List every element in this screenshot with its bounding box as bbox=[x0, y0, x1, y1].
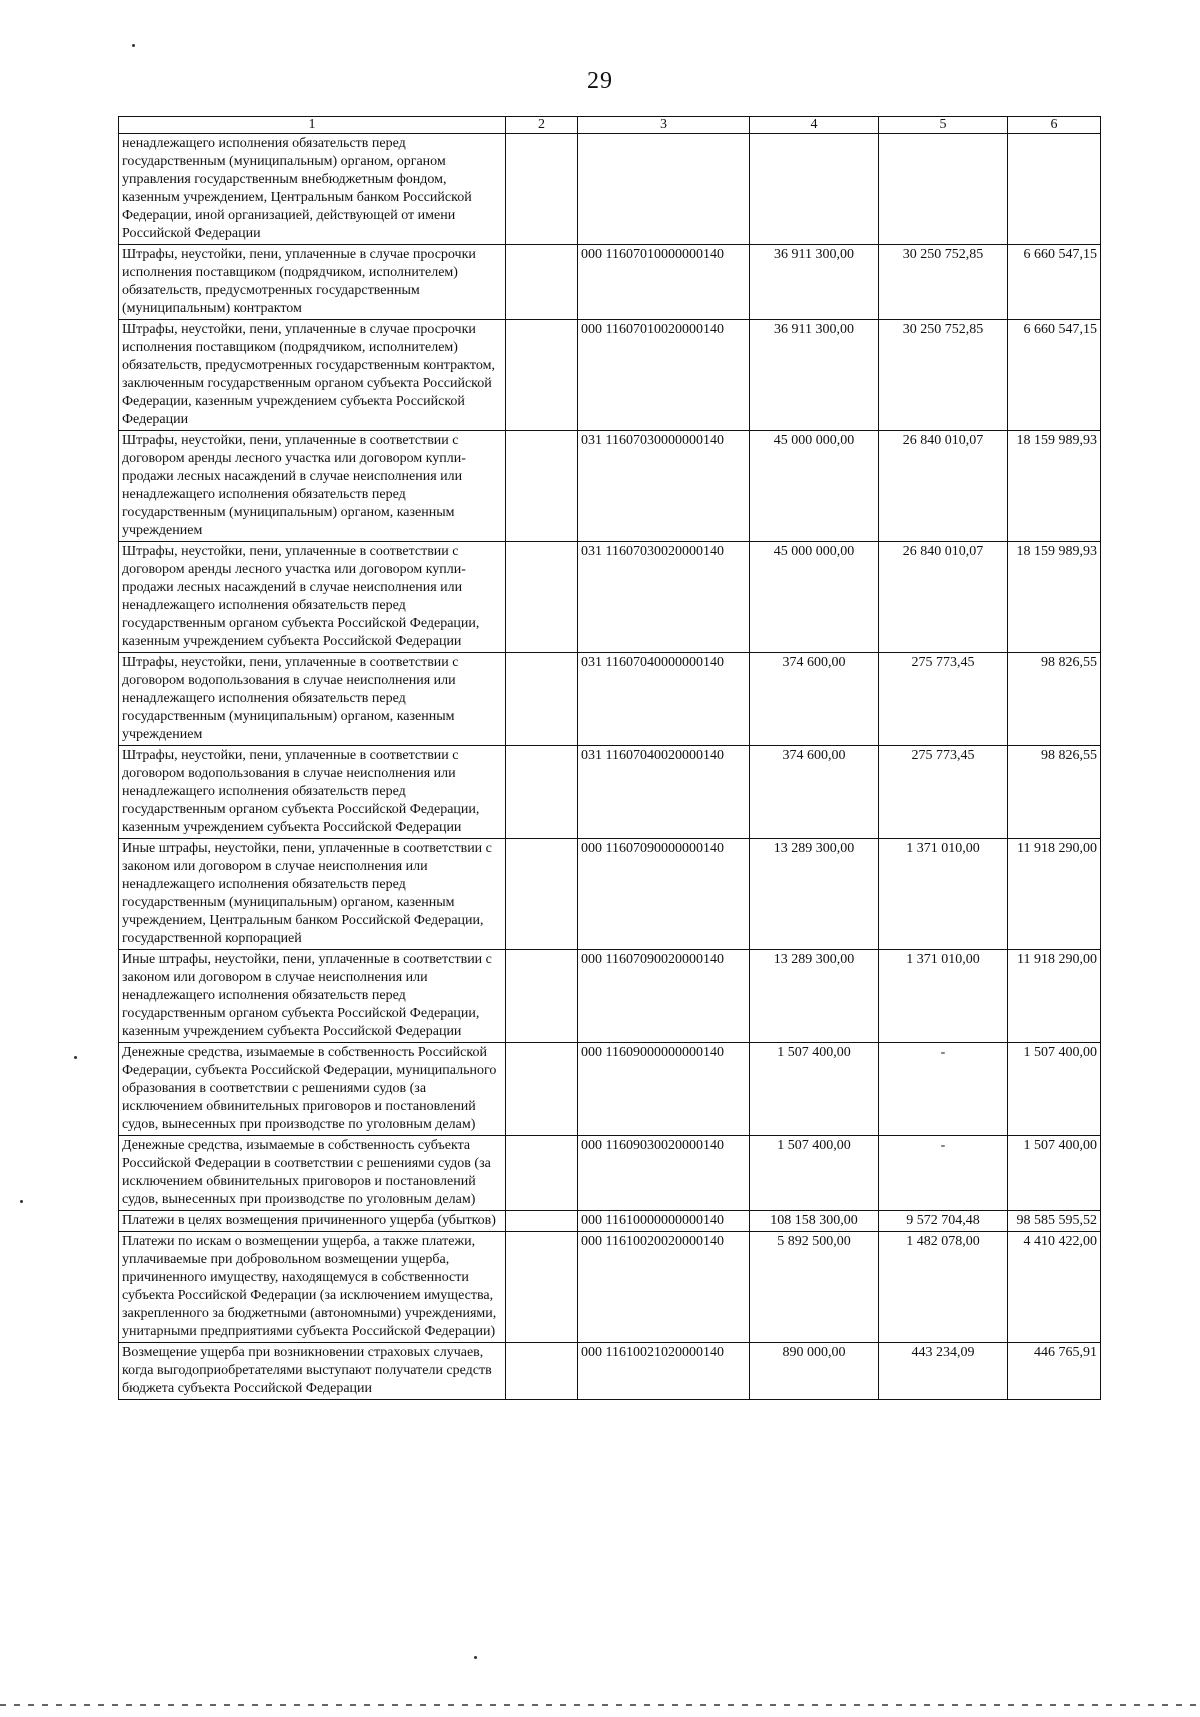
row-executed: 1 371 010,00 bbox=[879, 950, 1008, 1043]
row-planned: 36 911 300,00 bbox=[750, 320, 879, 431]
table-row bbox=[119, 653, 1101, 746]
row-remaining: 98 585 595,52 bbox=[1008, 1211, 1101, 1232]
row-col2 bbox=[506, 320, 578, 431]
table-row bbox=[119, 1211, 1101, 1232]
row-col2 bbox=[506, 1043, 578, 1136]
row-planned: 13 289 300,00 bbox=[750, 950, 879, 1043]
row-description: Штрафы, неустойки, пени, уплаченные в соответствии с договором водопользования в случае неисполнения или ненадлежащего исполнения обязательств перед государственным органом субъекта Российской Федерации, казенным учреждением субъекта Российской Федерации bbox=[119, 746, 506, 839]
row-executed: 443 234,09 bbox=[879, 1343, 1008, 1400]
row-executed: 1 482 078,00 bbox=[879, 1232, 1008, 1343]
row-remaining: 6 660 547,15 bbox=[1008, 245, 1101, 320]
table-row bbox=[119, 134, 1101, 245]
row-col2 bbox=[506, 431, 578, 542]
row-description: Денежные средства, изымаемые в собственность Российской Федерации, субъекта Российской Федерации, муниципального образования в соответствии с решениями судов (за исключением обвинительных приговоров и постановлений судов, вынесенных при производстве по уголовным делам) bbox=[119, 1043, 506, 1136]
row-planned: 890 000,00 bbox=[750, 1343, 879, 1400]
row-description: Платежи по искам о возмещении ущерба, а также платежи, уплачиваемые при добровольном возмещении ущерба, причиненного имуществу, находящемуся в собственности субъекта Российской Федерации (за исключением имущества, закрепленного за бюджетными (автономными) учреждениями, унитарными предприятиями субъекта Российской Федерации) bbox=[119, 1232, 506, 1343]
row-executed: - bbox=[879, 1136, 1008, 1211]
row-description: Штрафы, неустойки, пени, уплаченные в случае просрочки исполнения поставщиком (подрядчиком, исполнителем) обязательств, предусмотренных государственным (муниципальным) контрактом bbox=[119, 245, 506, 320]
row-remaining: 11 918 290,00 bbox=[1008, 950, 1101, 1043]
row-description: ненадлежащего исполнения обязательств перед государственным (муниципальным) органом, органом управления государственным внебюджетным фондом, казенным учреждением, Центральным банком Российской Федерации, иной организацией, действующей от имени Российской Федерации bbox=[119, 134, 506, 245]
row-budget-code: 000 11609030020000140 bbox=[578, 1136, 750, 1211]
row-col2 bbox=[506, 839, 578, 950]
row-col2 bbox=[506, 746, 578, 839]
row-remaining: 1 507 400,00 bbox=[1008, 1043, 1101, 1136]
row-planned: 45 000 000,00 bbox=[750, 542, 879, 653]
row-planned: 5 892 500,00 bbox=[750, 1232, 879, 1343]
header-cell: 1 bbox=[119, 117, 506, 134]
row-planned bbox=[750, 134, 879, 245]
table-row bbox=[119, 1136, 1101, 1211]
row-executed: 1 371 010,00 bbox=[879, 839, 1008, 950]
row-executed: 26 840 010,07 bbox=[879, 542, 1008, 653]
row-remaining: 18 159 989,93 bbox=[1008, 542, 1101, 653]
row-remaining: 1 507 400,00 bbox=[1008, 1136, 1101, 1211]
row-budget-code: 031 11607040000000140 bbox=[578, 653, 750, 746]
row-planned: 1 507 400,00 bbox=[750, 1136, 879, 1211]
row-description: Платежи в целях возмещения причиненного ущерба (убытков) bbox=[119, 1211, 506, 1232]
report-table bbox=[118, 116, 1101, 1400]
row-remaining: 4 410 422,00 bbox=[1008, 1232, 1101, 1343]
row-budget-code: 000 11607090020000140 bbox=[578, 950, 750, 1043]
row-executed: 275 773,45 bbox=[879, 653, 1008, 746]
table-row bbox=[119, 1232, 1101, 1343]
row-planned: 374 600,00 bbox=[750, 746, 879, 839]
row-col2 bbox=[506, 134, 578, 245]
scan-speck bbox=[74, 1056, 77, 1059]
row-col2 bbox=[506, 245, 578, 320]
row-col2 bbox=[506, 653, 578, 746]
scan-speck bbox=[474, 1656, 477, 1659]
scan-edge bbox=[0, 1704, 1200, 1706]
row-planned: 108 158 300,00 bbox=[750, 1211, 879, 1232]
row-planned: 1 507 400,00 bbox=[750, 1043, 879, 1136]
row-executed bbox=[879, 134, 1008, 245]
row-description: Иные штрафы, неустойки, пени, уплаченные в соответствии с законом или договором в случае неисполнения или ненадлежащего исполнения обязательств перед государственным (муниципальным) органом, казенным учреждением, Центральным банком Российской Федерации, государственной корпорацией bbox=[119, 839, 506, 950]
row-description: Возмещение ущерба при возникновении страховых случаев, когда выгодоприобретателями выступают получатели средств бюджета субъекта Российской Федерации bbox=[119, 1343, 506, 1400]
row-budget-code: 031 11607030000000140 bbox=[578, 431, 750, 542]
row-description: Штрафы, неустойки, пени, уплаченные в соответствии с договором аренды лесного участка или договором купли-продажи лесных насаждений в случае неисполнения или ненадлежащего исполнения обязательств перед государственным органом субъекта Российской Федерации, казенным учреждением субъекта Российской Федерации bbox=[119, 542, 506, 653]
row-budget-code: 000 11607010000000140 bbox=[578, 245, 750, 320]
table-row bbox=[119, 542, 1101, 653]
row-budget-code: 000 11610000000000140 bbox=[578, 1211, 750, 1232]
row-executed: 275 773,45 bbox=[879, 746, 1008, 839]
row-col2 bbox=[506, 1232, 578, 1343]
row-description: Иные штрафы, неустойки, пени, уплаченные в соответствии с законом или договором в случае неисполнения или ненадлежащего исполнения обязательств перед государственным органом субъекта Российской Федерации, казенным учреждением субъекта Российской Федерации bbox=[119, 950, 506, 1043]
table-row bbox=[119, 245, 1101, 320]
row-description: Штрафы, неустойки, пени, уплаченные в соответствии с договором аренды лесного участка или договором купли-продажи лесных насаждений в случае неисполнения или ненадлежащего исполнения обязательств перед государственным (муниципальным) органом, казенным учреждением bbox=[119, 431, 506, 542]
row-executed: - bbox=[879, 1043, 1008, 1136]
row-remaining: 11 918 290,00 bbox=[1008, 839, 1101, 950]
row-description: Штрафы, неустойки, пени, уплаченные в соответствии с договором водопользования в случае неисполнения или ненадлежащего исполнения обязательств перед государственным (муниципальным) органом, казенным учреждением bbox=[119, 653, 506, 746]
row-executed: 9 572 704,48 bbox=[879, 1211, 1008, 1232]
row-budget-code bbox=[578, 134, 750, 245]
table-row bbox=[119, 431, 1101, 542]
row-budget-code: 000 11607010020000140 bbox=[578, 320, 750, 431]
row-executed: 26 840 010,07 bbox=[879, 431, 1008, 542]
table-row bbox=[119, 746, 1101, 839]
table-row bbox=[119, 950, 1101, 1043]
scan-speck bbox=[132, 44, 135, 47]
row-budget-code: 031 11607040020000140 bbox=[578, 746, 750, 839]
table-row bbox=[119, 1343, 1101, 1400]
row-budget-code: 000 11607090000000140 bbox=[578, 839, 750, 950]
row-budget-code: 031 11607030020000140 bbox=[578, 542, 750, 653]
row-planned: 374 600,00 bbox=[750, 653, 879, 746]
row-col2 bbox=[506, 1136, 578, 1211]
row-planned: 45 000 000,00 bbox=[750, 431, 879, 542]
row-description: Штрафы, неустойки, пени, уплаченные в случае просрочки исполнения поставщиком (подрядчиком, исполнителем) обязательств, предусмотренных государственным контрактом, заключенным государственным органом субъекта Российской Федерации, казенным учреждением субъекта Российской Федерации bbox=[119, 320, 506, 431]
row-remaining: 446 765,91 bbox=[1008, 1343, 1101, 1400]
table-row bbox=[119, 320, 1101, 431]
row-budget-code: 000 11610020020000140 bbox=[578, 1232, 750, 1343]
row-remaining: 98 826,55 bbox=[1008, 653, 1101, 746]
row-col2 bbox=[506, 542, 578, 653]
row-remaining bbox=[1008, 134, 1101, 245]
row-description: Денежные средства, изымаемые в собственность субъекта Российской Федерации в соответствии с решениями судов (за исключением обвинительных приговоров и постановлений судов, вынесенных при производстве по уголовным делам) bbox=[119, 1136, 506, 1211]
row-col2 bbox=[506, 1343, 578, 1400]
row-executed: 30 250 752,85 bbox=[879, 245, 1008, 320]
header-cell: 5 bbox=[879, 117, 1008, 134]
header-cell: 4 bbox=[750, 117, 879, 134]
row-col2 bbox=[506, 950, 578, 1043]
scan-speck bbox=[20, 1200, 23, 1203]
row-planned: 13 289 300,00 bbox=[750, 839, 879, 950]
header-cell: 3 bbox=[578, 117, 750, 134]
row-remaining: 98 826,55 bbox=[1008, 746, 1101, 839]
table-row bbox=[119, 1043, 1101, 1136]
row-remaining: 6 660 547,15 bbox=[1008, 320, 1101, 431]
row-budget-code: 000 11609000000000140 bbox=[578, 1043, 750, 1136]
table-row bbox=[119, 839, 1101, 950]
row-col2 bbox=[506, 1211, 578, 1232]
row-executed: 30 250 752,85 bbox=[879, 320, 1008, 431]
row-planned: 36 911 300,00 bbox=[750, 245, 879, 320]
header-cell: 2 bbox=[506, 117, 578, 134]
row-budget-code: 000 11610021020000140 bbox=[578, 1343, 750, 1400]
header-row bbox=[119, 117, 1101, 134]
page-number: 29 bbox=[587, 68, 613, 94]
row-remaining: 18 159 989,93 bbox=[1008, 431, 1101, 542]
header-cell: 6 bbox=[1008, 117, 1101, 134]
